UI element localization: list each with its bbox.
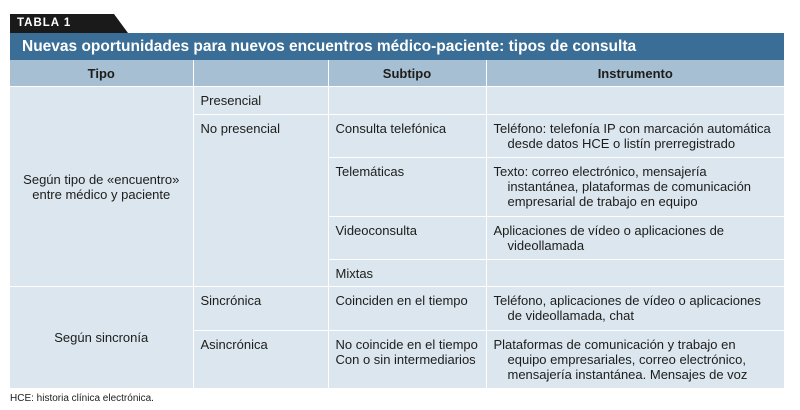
- subtipo-line: Con o sin intermediarios: [335, 352, 476, 367]
- instrumento-line: Teléfono: telefonía IP con marcación automática: [493, 121, 771, 136]
- header-instrumento: Instrumento: [486, 60, 784, 87]
- instrumento-cell: [486, 331, 784, 388]
- subtipo-cell: Mixtas: [328, 260, 486, 287]
- instrumento-cell: [486, 158, 784, 217]
- subtipo-cell: Coinciden en el tiempo: [328, 287, 486, 331]
- header-subtipo: Subtipo: [328, 60, 486, 87]
- subgroup-no-presencial: No presencial: [193, 115, 328, 287]
- instrumento-cell: [486, 115, 784, 158]
- instrumento-line: empresarial de trabajo en equipo: [507, 194, 698, 209]
- tipo-encuentro-cell: [10, 87, 193, 287]
- consultation-types-table: [10, 60, 784, 388]
- instrumento-line: Plataformas de comunicación y trabajo en: [493, 337, 736, 352]
- table-title: Nuevas oportunidades para nuevos encuentros médico-paciente: tipos de consulta: [10, 33, 784, 60]
- instrumento-cell: [486, 217, 784, 260]
- table-row: [10, 287, 784, 331]
- instrumento-line: mensajería instantánea. Mensajes de voz: [507, 367, 748, 382]
- instrumento-line: Texto: correo electrónico, mensajería: [493, 164, 707, 179]
- tipo-sincronia-cell: Según sincronía: [10, 287, 193, 388]
- instrumento-line: Aplicaciones de vídeo o aplicaciones de: [493, 223, 725, 238]
- header-row: [10, 60, 784, 87]
- instrumento-line: instantánea, plataformas de comunicación: [507, 179, 752, 194]
- tipo-encuentro-line1: Según tipo de «encuentro»: [23, 171, 180, 187]
- table-row: [10, 87, 784, 115]
- instrumento-line: Teléfono, aplicaciones de vídeo o aplicaciones: [493, 293, 761, 308]
- subtipo-cell: Videoconsulta: [328, 217, 486, 260]
- instrumento-presencial-cell: [486, 87, 784, 115]
- header-blank: [193, 60, 328, 87]
- subtipo-cell: Consulta telefónica: [328, 115, 486, 158]
- tipo-encuentro-line2: entre médico y paciente: [32, 186, 171, 202]
- subtipo-cell: [328, 331, 486, 388]
- header-tipo: Tipo: [10, 60, 193, 87]
- subtipo-line: No coincide en el tiempo: [335, 337, 478, 352]
- instrumento-line: videollamada: [507, 238, 585, 253]
- subgroup-sincronica: Sincrónica: [193, 287, 328, 331]
- subtipo-presencial-cell: [328, 87, 486, 115]
- instrumento-cell: [486, 260, 784, 287]
- subgroup-presencial: Presencial: [193, 87, 328, 115]
- footnote: HCE: historia clínica electrónica.: [10, 393, 154, 404]
- subtipo-cell: Telemáticas: [328, 158, 486, 217]
- table-tag: TABLA 1: [10, 14, 114, 33]
- instrumento-line: equipo empresariales, correo electrónico,: [507, 352, 746, 367]
- instrumento-cell: [486, 287, 784, 331]
- instrumento-line: de videollamada, chat: [507, 308, 634, 323]
- instrumento-line: desde datos HCE o listín prerregistrado: [507, 136, 736, 151]
- subgroup-asincronica: Asincrónica: [193, 331, 328, 388]
